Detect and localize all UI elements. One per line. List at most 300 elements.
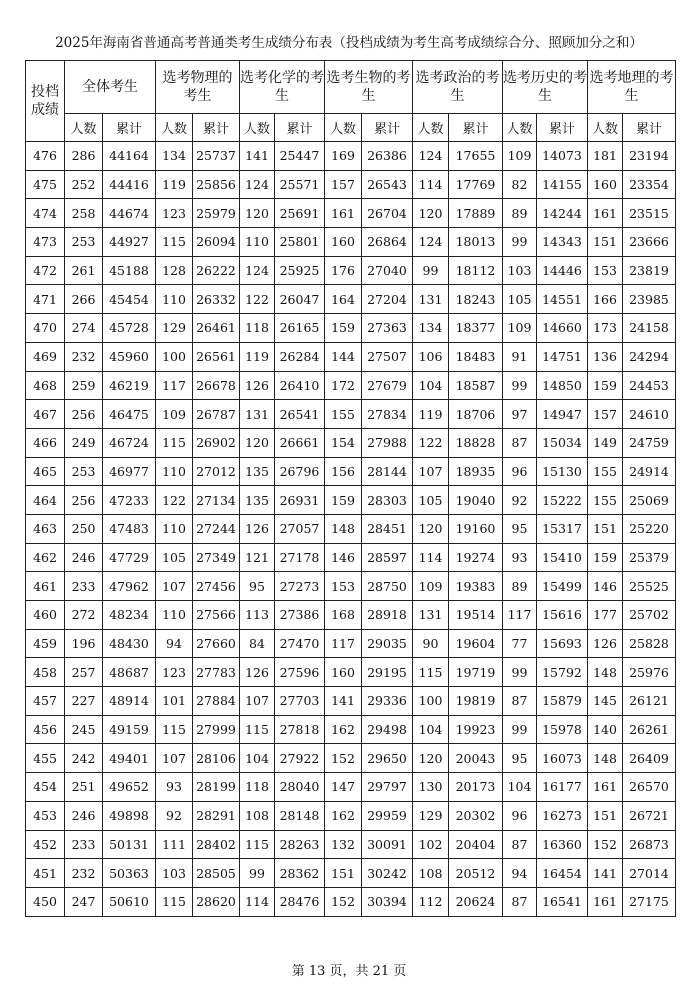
cumulative-cell: 29959 bbox=[362, 801, 413, 830]
cumulative-cell: 26047 bbox=[275, 285, 325, 314]
cumulative-cell: 26222 bbox=[193, 256, 240, 285]
cumulative-header: 累计 bbox=[103, 114, 156, 142]
table-row bbox=[26, 457, 676, 486]
count-cell: 118 bbox=[240, 773, 275, 802]
count-cell: 259 bbox=[65, 371, 103, 400]
cumulative-cell: 20173 bbox=[449, 773, 503, 802]
cumulative-cell: 27818 bbox=[275, 715, 325, 744]
group-header: 全体考生 bbox=[65, 61, 156, 114]
score-cell: 469 bbox=[26, 342, 65, 371]
count-cell: 146 bbox=[325, 543, 362, 572]
count-cell: 256 bbox=[65, 400, 103, 429]
cumulative-cell: 27566 bbox=[193, 601, 240, 630]
count-cell: 135 bbox=[240, 486, 275, 515]
count-cell: 161 bbox=[588, 773, 623, 802]
count-cell: 160 bbox=[325, 658, 362, 687]
count-cell: 111 bbox=[156, 830, 193, 859]
cumulative-cell: 16273 bbox=[537, 801, 588, 830]
count-cell: 129 bbox=[413, 801, 449, 830]
cumulative-cell: 26902 bbox=[193, 428, 240, 457]
cumulative-cell: 23515 bbox=[623, 199, 676, 228]
count-cell: 123 bbox=[156, 199, 193, 228]
count-cell: 257 bbox=[65, 658, 103, 687]
cumulative-cell: 25856 bbox=[193, 170, 240, 199]
cumulative-cell: 44416 bbox=[103, 170, 156, 199]
cumulative-cell: 14073 bbox=[537, 142, 588, 171]
score-cell: 476 bbox=[26, 142, 65, 171]
score-cell: 455 bbox=[26, 744, 65, 773]
cumulative-cell: 49401 bbox=[103, 744, 156, 773]
count-cell: 114 bbox=[240, 887, 275, 916]
score-cell: 465 bbox=[26, 457, 65, 486]
cumulative-cell: 25220 bbox=[623, 514, 676, 543]
count-cell: 89 bbox=[503, 199, 537, 228]
cumulative-cell: 30394 bbox=[362, 887, 413, 916]
cumulative-cell: 25691 bbox=[275, 199, 325, 228]
count-cell: 141 bbox=[325, 687, 362, 716]
cumulative-cell: 50363 bbox=[103, 859, 156, 888]
cumulative-cell: 14155 bbox=[537, 170, 588, 199]
cumulative-cell: 29336 bbox=[362, 687, 413, 716]
count-cell: 253 bbox=[65, 228, 103, 257]
count-header: 人数 bbox=[240, 114, 275, 142]
cumulative-cell: 44674 bbox=[103, 199, 156, 228]
cumulative-header: 累计 bbox=[623, 114, 676, 142]
cumulative-cell: 14244 bbox=[537, 199, 588, 228]
cumulative-cell: 16073 bbox=[537, 744, 588, 773]
cumulative-cell: 46977 bbox=[103, 457, 156, 486]
count-cell: 130 bbox=[413, 773, 449, 802]
table-row bbox=[26, 170, 676, 199]
cumulative-cell: 26541 bbox=[275, 400, 325, 429]
page-footer: 第 13 页，共 21 页 bbox=[291, 964, 407, 979]
count-cell: 124 bbox=[240, 170, 275, 199]
count-cell: 108 bbox=[413, 859, 449, 888]
count-cell: 157 bbox=[325, 170, 362, 199]
score-cell: 457 bbox=[26, 687, 65, 716]
cumulative-cell: 27244 bbox=[193, 514, 240, 543]
cumulative-cell: 19383 bbox=[449, 572, 503, 601]
cumulative-cell: 45960 bbox=[103, 342, 156, 371]
count-cell: 246 bbox=[65, 801, 103, 830]
count-cell: 149 bbox=[588, 428, 623, 457]
cumulative-cell: 23354 bbox=[623, 170, 676, 199]
count-cell: 159 bbox=[588, 371, 623, 400]
cumulative-cell: 27456 bbox=[193, 572, 240, 601]
table-row bbox=[26, 744, 676, 773]
count-cell: 100 bbox=[156, 342, 193, 371]
cumulative-cell: 18706 bbox=[449, 400, 503, 429]
cumulative-cell: 27783 bbox=[193, 658, 240, 687]
cumulative-cell: 15879 bbox=[537, 687, 588, 716]
cumulative-cell: 29498 bbox=[362, 715, 413, 744]
cumulative-cell: 26461 bbox=[193, 314, 240, 343]
cumulative-cell: 19604 bbox=[449, 629, 503, 658]
score-cell: 463 bbox=[26, 514, 65, 543]
count-cell: 99 bbox=[503, 228, 537, 257]
cumulative-cell: 25571 bbox=[275, 170, 325, 199]
table-row bbox=[26, 428, 676, 457]
cumulative-cell: 48430 bbox=[103, 629, 156, 658]
cumulative-cell: 18377 bbox=[449, 314, 503, 343]
table-row bbox=[26, 142, 676, 171]
count-cell: 249 bbox=[65, 428, 103, 457]
cumulative-cell: 45454 bbox=[103, 285, 156, 314]
count-cell: 153 bbox=[588, 256, 623, 285]
count-cell: 115 bbox=[240, 830, 275, 859]
count-cell: 118 bbox=[240, 314, 275, 343]
cumulative-cell: 27014 bbox=[623, 859, 676, 888]
cumulative-cell: 14551 bbox=[537, 285, 588, 314]
count-cell: 151 bbox=[588, 801, 623, 830]
cumulative-cell: 26409 bbox=[623, 744, 676, 773]
cumulative-cell: 14751 bbox=[537, 342, 588, 371]
count-cell: 122 bbox=[240, 285, 275, 314]
count-cell: 97 bbox=[503, 400, 537, 429]
count-cell: 105 bbox=[503, 285, 537, 314]
score-cell: 470 bbox=[26, 314, 65, 343]
count-cell: 115 bbox=[240, 715, 275, 744]
count-header: 人数 bbox=[156, 114, 193, 142]
count-header: 人数 bbox=[65, 114, 103, 142]
cumulative-cell: 18828 bbox=[449, 428, 503, 457]
cumulative-cell: 26386 bbox=[362, 142, 413, 171]
count-cell: 107 bbox=[413, 457, 449, 486]
count-cell: 258 bbox=[65, 199, 103, 228]
cumulative-cell: 27040 bbox=[362, 256, 413, 285]
cumulative-cell: 28303 bbox=[362, 486, 413, 515]
cumulative-cell: 23985 bbox=[623, 285, 676, 314]
count-cell: 168 bbox=[325, 601, 362, 630]
cumulative-cell: 14660 bbox=[537, 314, 588, 343]
count-cell: 176 bbox=[325, 256, 362, 285]
count-cell: 106 bbox=[413, 342, 449, 371]
count-cell: 109 bbox=[503, 142, 537, 171]
cumulative-cell: 15792 bbox=[537, 658, 588, 687]
count-cell: 110 bbox=[156, 514, 193, 543]
cumulative-cell: 16360 bbox=[537, 830, 588, 859]
count-cell: 121 bbox=[240, 543, 275, 572]
count-cell: 251 bbox=[65, 773, 103, 802]
cumulative-cell: 26410 bbox=[275, 371, 325, 400]
cumulative-cell: 45188 bbox=[103, 256, 156, 285]
count-cell: 107 bbox=[240, 687, 275, 716]
cumulative-cell: 28362 bbox=[275, 859, 325, 888]
group-header: 选考物理的考生 bbox=[156, 61, 240, 114]
count-cell: 157 bbox=[588, 400, 623, 429]
cumulative-cell: 25525 bbox=[623, 572, 676, 601]
cumulative-cell: 19719 bbox=[449, 658, 503, 687]
cumulative-cell: 49898 bbox=[103, 801, 156, 830]
count-cell: 151 bbox=[588, 228, 623, 257]
cumulative-cell: 28148 bbox=[275, 801, 325, 830]
count-cell: 124 bbox=[413, 228, 449, 257]
cumulative-cell: 25925 bbox=[275, 256, 325, 285]
cumulative-cell: 47483 bbox=[103, 514, 156, 543]
count-cell: 247 bbox=[65, 887, 103, 916]
group-header: 选考地理的考生 bbox=[588, 61, 676, 114]
count-cell: 286 bbox=[65, 142, 103, 171]
cumulative-cell: 27178 bbox=[275, 543, 325, 572]
table-row bbox=[26, 543, 676, 572]
count-cell: 164 bbox=[325, 285, 362, 314]
cumulative-cell: 26796 bbox=[275, 457, 325, 486]
cumulative-cell: 18112 bbox=[449, 256, 503, 285]
count-cell: 115 bbox=[156, 887, 193, 916]
cumulative-cell: 27660 bbox=[193, 629, 240, 658]
cumulative-header: 累计 bbox=[362, 114, 413, 142]
table-row bbox=[26, 773, 676, 802]
count-cell: 113 bbox=[240, 601, 275, 630]
count-cell: 144 bbox=[325, 342, 362, 371]
table-row bbox=[26, 400, 676, 429]
count-cell: 154 bbox=[325, 428, 362, 457]
cumulative-cell: 20302 bbox=[449, 801, 503, 830]
score-cell: 468 bbox=[26, 371, 65, 400]
cumulative-cell: 15317 bbox=[537, 514, 588, 543]
count-cell: 99 bbox=[240, 859, 275, 888]
cumulative-cell: 25801 bbox=[275, 228, 325, 257]
cumulative-cell: 27470 bbox=[275, 629, 325, 658]
cumulative-cell: 47962 bbox=[103, 572, 156, 601]
count-cell: 196 bbox=[65, 629, 103, 658]
count-cell: 140 bbox=[588, 715, 623, 744]
count-cell: 92 bbox=[503, 486, 537, 515]
cumulative-cell: 19923 bbox=[449, 715, 503, 744]
cumulative-cell: 23666 bbox=[623, 228, 676, 257]
score-cell: 454 bbox=[26, 773, 65, 802]
cumulative-cell: 29035 bbox=[362, 629, 413, 658]
cumulative-cell: 27349 bbox=[193, 543, 240, 572]
count-cell: 95 bbox=[503, 744, 537, 773]
count-cell: 126 bbox=[240, 658, 275, 687]
cumulative-cell: 27703 bbox=[275, 687, 325, 716]
count-header: 人数 bbox=[325, 114, 362, 142]
count-cell: 109 bbox=[413, 572, 449, 601]
count-cell: 162 bbox=[325, 801, 362, 830]
count-cell: 84 bbox=[240, 629, 275, 658]
cumulative-cell: 26931 bbox=[275, 486, 325, 515]
count-cell: 100 bbox=[413, 687, 449, 716]
cumulative-cell: 20624 bbox=[449, 887, 503, 916]
cumulative-cell: 25737 bbox=[193, 142, 240, 171]
count-cell: 159 bbox=[325, 486, 362, 515]
count-cell: 119 bbox=[156, 170, 193, 199]
count-cell: 105 bbox=[156, 543, 193, 572]
count-cell: 103 bbox=[156, 859, 193, 888]
cumulative-cell: 48687 bbox=[103, 658, 156, 687]
count-cell: 160 bbox=[588, 170, 623, 199]
count-cell: 274 bbox=[65, 314, 103, 343]
count-cell: 94 bbox=[156, 629, 193, 658]
table-row bbox=[26, 514, 676, 543]
count-cell: 120 bbox=[413, 199, 449, 228]
cumulative-cell: 27363 bbox=[362, 314, 413, 343]
count-cell: 93 bbox=[156, 773, 193, 802]
cumulative-cell: 16541 bbox=[537, 887, 588, 916]
cumulative-cell: 20404 bbox=[449, 830, 503, 859]
cumulative-cell: 26165 bbox=[275, 314, 325, 343]
count-cell: 104 bbox=[503, 773, 537, 802]
cumulative-cell: 24610 bbox=[623, 400, 676, 429]
count-cell: 126 bbox=[588, 629, 623, 658]
score-cell: 475 bbox=[26, 170, 65, 199]
cumulative-cell: 26570 bbox=[623, 773, 676, 802]
cumulative-cell: 16177 bbox=[537, 773, 588, 802]
count-cell: 114 bbox=[413, 543, 449, 572]
count-cell: 131 bbox=[413, 601, 449, 630]
table-row bbox=[26, 314, 676, 343]
cumulative-cell: 15616 bbox=[537, 601, 588, 630]
table-row bbox=[26, 629, 676, 658]
cumulative-cell: 15034 bbox=[537, 428, 588, 457]
count-cell: 114 bbox=[413, 170, 449, 199]
cumulative-cell: 27012 bbox=[193, 457, 240, 486]
table-row bbox=[26, 572, 676, 601]
count-cell: 151 bbox=[588, 514, 623, 543]
cumulative-cell: 26678 bbox=[193, 371, 240, 400]
cumulative-cell: 46475 bbox=[103, 400, 156, 429]
cumulative-cell: 30242 bbox=[362, 859, 413, 888]
cumulative-cell: 26721 bbox=[623, 801, 676, 830]
count-cell: 96 bbox=[503, 457, 537, 486]
count-cell: 103 bbox=[503, 256, 537, 285]
count-cell: 107 bbox=[156, 572, 193, 601]
group-header: 选考化学的考生 bbox=[240, 61, 325, 114]
cumulative-cell: 27507 bbox=[362, 342, 413, 371]
count-cell: 232 bbox=[65, 859, 103, 888]
cumulative-cell: 19040 bbox=[449, 486, 503, 515]
cumulative-cell: 27134 bbox=[193, 486, 240, 515]
cumulative-cell: 26704 bbox=[362, 199, 413, 228]
count-cell: 272 bbox=[65, 601, 103, 630]
count-cell: 256 bbox=[65, 486, 103, 515]
count-cell: 233 bbox=[65, 830, 103, 859]
cumulative-cell: 27175 bbox=[623, 887, 676, 916]
count-cell: 141 bbox=[240, 142, 275, 171]
cumulative-cell: 14343 bbox=[537, 228, 588, 257]
cumulative-cell: 27999 bbox=[193, 715, 240, 744]
cumulative-cell: 20512 bbox=[449, 859, 503, 888]
score-cell: 461 bbox=[26, 572, 65, 601]
count-cell: 161 bbox=[325, 199, 362, 228]
cumulative-cell: 15499 bbox=[537, 572, 588, 601]
cumulative-cell: 25069 bbox=[623, 486, 676, 515]
count-cell: 126 bbox=[240, 514, 275, 543]
cumulative-cell: 30091 bbox=[362, 830, 413, 859]
count-cell: 161 bbox=[588, 887, 623, 916]
cumulative-cell: 45728 bbox=[103, 314, 156, 343]
cumulative-cell: 26094 bbox=[193, 228, 240, 257]
score-cell: 458 bbox=[26, 658, 65, 687]
cumulative-cell: 15978 bbox=[537, 715, 588, 744]
cumulative-cell: 14947 bbox=[537, 400, 588, 429]
count-cell: 90 bbox=[413, 629, 449, 658]
cumulative-header: 累计 bbox=[537, 114, 588, 142]
count-cell: 261 bbox=[65, 256, 103, 285]
table-row bbox=[26, 371, 676, 400]
count-cell: 91 bbox=[503, 342, 537, 371]
cumulative-cell: 26121 bbox=[623, 687, 676, 716]
cumulative-cell: 27922 bbox=[275, 744, 325, 773]
cumulative-cell: 25702 bbox=[623, 601, 676, 630]
count-cell: 129 bbox=[156, 314, 193, 343]
cumulative-cell: 19819 bbox=[449, 687, 503, 716]
cumulative-cell: 25976 bbox=[623, 658, 676, 687]
count-cell: 87 bbox=[503, 830, 537, 859]
table-row bbox=[26, 658, 676, 687]
count-cell: 122 bbox=[413, 428, 449, 457]
cumulative-cell: 18483 bbox=[449, 342, 503, 371]
cumulative-cell: 18935 bbox=[449, 457, 503, 486]
count-cell: 87 bbox=[503, 687, 537, 716]
count-cell: 120 bbox=[413, 514, 449, 543]
count-cell: 266 bbox=[65, 285, 103, 314]
cumulative-cell: 27057 bbox=[275, 514, 325, 543]
cumulative-cell: 17655 bbox=[449, 142, 503, 171]
count-cell: 252 bbox=[65, 170, 103, 199]
count-cell: 126 bbox=[240, 371, 275, 400]
count-cell: 112 bbox=[413, 887, 449, 916]
table-row bbox=[26, 601, 676, 630]
count-cell: 87 bbox=[503, 887, 537, 916]
cumulative-cell: 26261 bbox=[623, 715, 676, 744]
count-cell: 99 bbox=[413, 256, 449, 285]
count-cell: 120 bbox=[413, 744, 449, 773]
count-cell: 181 bbox=[588, 142, 623, 171]
count-header: 人数 bbox=[588, 114, 623, 142]
count-cell: 148 bbox=[588, 658, 623, 687]
cumulative-cell: 24914 bbox=[623, 457, 676, 486]
table-row bbox=[26, 830, 676, 859]
cumulative-cell: 14446 bbox=[537, 256, 588, 285]
count-cell: 115 bbox=[156, 715, 193, 744]
count-cell: 119 bbox=[240, 342, 275, 371]
score-column-header: 投档成绩 bbox=[26, 61, 65, 142]
cumulative-cell: 26661 bbox=[275, 428, 325, 457]
count-cell: 115 bbox=[156, 228, 193, 257]
cumulative-cell: 48234 bbox=[103, 601, 156, 630]
count-cell: 159 bbox=[588, 543, 623, 572]
count-cell: 117 bbox=[156, 371, 193, 400]
count-cell: 94 bbox=[503, 859, 537, 888]
cumulative-cell: 28144 bbox=[362, 457, 413, 486]
count-cell: 105 bbox=[413, 486, 449, 515]
cumulative-cell: 20043 bbox=[449, 744, 503, 773]
table-row bbox=[26, 801, 676, 830]
count-cell: 155 bbox=[588, 486, 623, 515]
cumulative-cell: 49652 bbox=[103, 773, 156, 802]
count-cell: 93 bbox=[503, 543, 537, 572]
score-cell: 462 bbox=[26, 543, 65, 572]
count-cell: 172 bbox=[325, 371, 362, 400]
cumulative-cell: 24158 bbox=[623, 314, 676, 343]
score-distribution-table bbox=[25, 60, 676, 917]
cumulative-cell: 28597 bbox=[362, 543, 413, 572]
count-cell: 99 bbox=[503, 371, 537, 400]
count-cell: 145 bbox=[588, 687, 623, 716]
cumulative-cell: 44927 bbox=[103, 228, 156, 257]
count-cell: 134 bbox=[413, 314, 449, 343]
count-cell: 173 bbox=[588, 314, 623, 343]
table-row bbox=[26, 256, 676, 285]
cumulative-cell: 49159 bbox=[103, 715, 156, 744]
score-cell: 456 bbox=[26, 715, 65, 744]
count-cell: 146 bbox=[588, 572, 623, 601]
cumulative-cell: 48914 bbox=[103, 687, 156, 716]
cumulative-cell: 28918 bbox=[362, 601, 413, 630]
cumulative-cell: 50131 bbox=[103, 830, 156, 859]
